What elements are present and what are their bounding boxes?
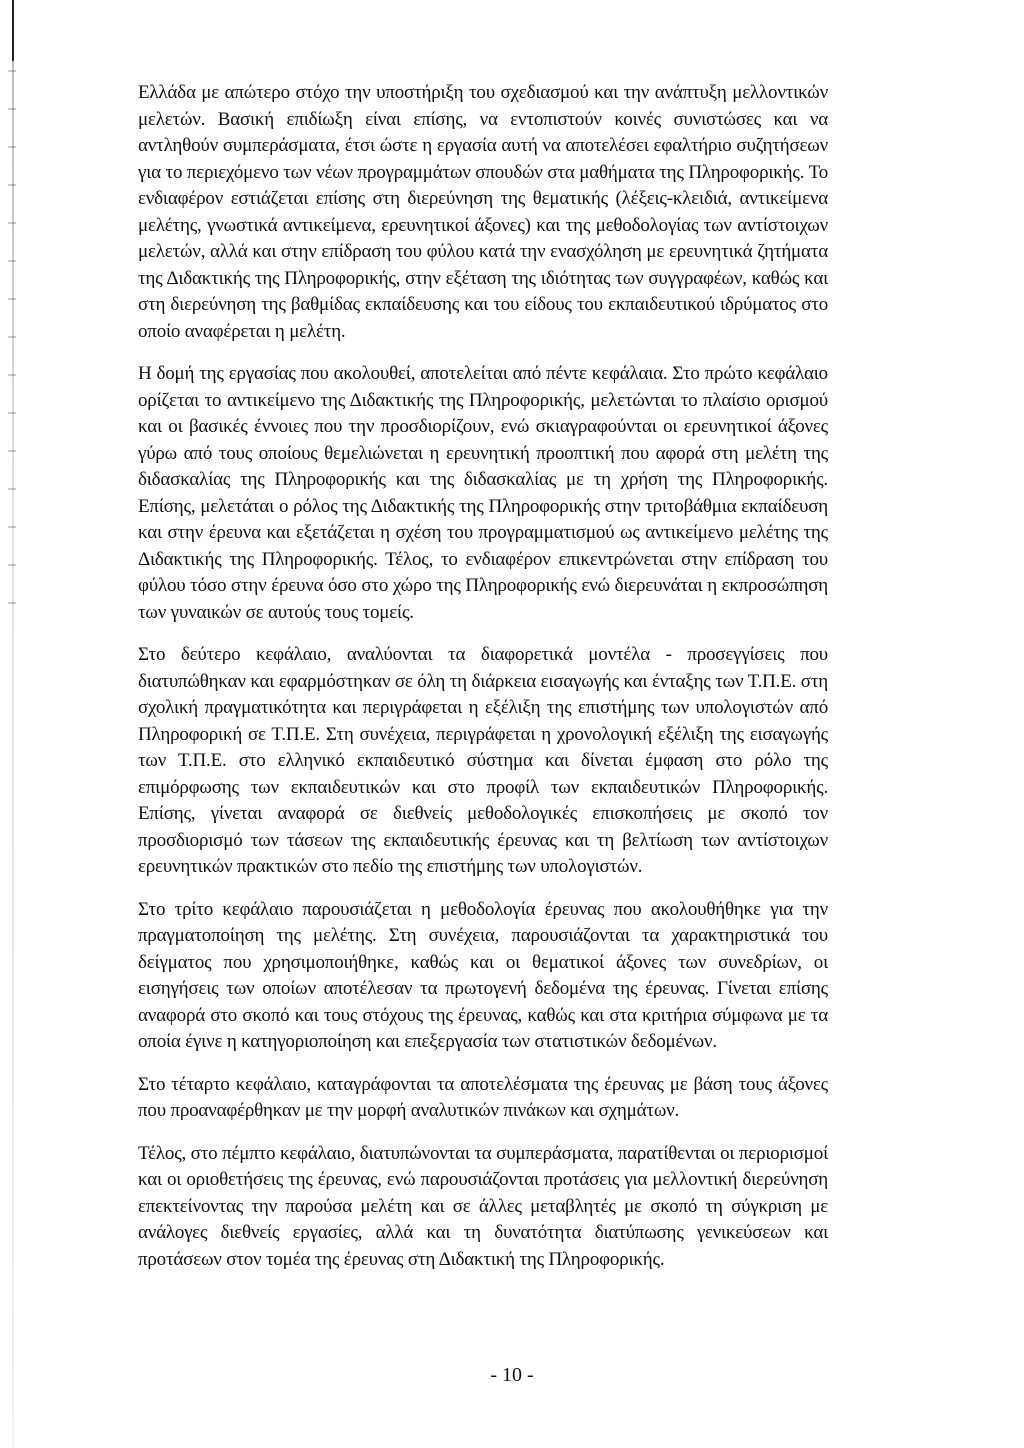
body-text (138, 80, 828, 1273)
paragraph-chapter-2: Στο δεύτερο κεφάλαιο, αναλύονται τα διαφορετικά μοντέλα - προσεγγίσεις που διατυπώθηκαν και εφαρμόστηκαν σε όλη τη διάρκεια εισαγωγής και ένταξης των Τ.Π.Ε. στη σχολική πραγματικότητα και περιγράφεται η εξέλιξη της επιστήμης των υπολογιστών από Πληροφορική σε Τ.Π.Ε. Στη συνέχεια, περιγράφεται η χρονολογική εξέλιξη της εισαγωγής των Τ.Π.Ε. στο ελληνικό εκπαιδευτικό σύστημα και δίνεται έμφαση στο ρόλο της επιμόρφωσης των εκπαιδευτικών και στο προφίλ των εκπαιδευτικών Πληροφορικής. Επίσης, γίνεται αναφορά σε διεθνείς μεθοδολογικές επισκοπήσεις με σκοπό τον προσδιορισμό των τάσεων της εκπαιδευτικής έρευνας και τη βελτίωση των αντίστοιχων ερευνητικών πρακτικών στο πεδίο της επιστήμης των υπολογιστών. (138, 644, 828, 877)
page-number: - 10 - (490, 1364, 534, 1386)
paragraph-intro-continued: Ελλάδα με απώτερο στόχο την υποστήριξη του σχεδιασμού και την ανάπτυξη μελλοντικών μελετών. Βασική επιδίωξη είναι επίσης, να εντοπιστούν κοινές συνιστώσες και να αντληθούν συμπεράσματα, έτσι ώστε η εργασία αυτή να αποτελέσει εφαλτήριο συζητήσεων για το περιεχόμενο των νέων προγραμμάτων σπουδών στα μαθήματα της Πληροφορικής. Το ενδιαφέρον εστιάζεται επίσης στη διερεύνηση της θεματικής (λέξεις-κλειδιά, αντικείμενα μελέτης, γνωστικά αντικείμενα, ερευνητικοί άξονες) και της μεθοδολογίας των αντίστοιχων μελετών, αλλά και στην επίδραση του φύλου κατά την ενασχόληση με ερευνητικά ζητήματα της Διδακτικής της Πληροφορικής, στην εξέταση της ιδιότητας των συγγραφέων, καθώς και στη διερεύνηση της βαθμίδας εκπαίδευσης και του είδους του εκπαιδευτικού ιδρύματος στο οποίο αναφέρεται η μελέτη. (138, 82, 828, 342)
paragraph-chapter-5: Τέλος, στο πέμπτο κεφάλαιο, διατυπώνονται τα συμπεράσματα, παρατίθενται οι περιορισμοί και οι οριοθετήσεις της έρευνας, ενώ παρουσιάζονται προτάσεις για μελλοντική διερεύνηση επεκτείνοντας την παρούσα μελέτη και σε άλλες μεταβλητές με σκοπό τη σύγκριση με ανάλογες διεθνείς εργασίες, αλλά και τη δυνατότητα διατύπωσης γενικεύσεων και προτάσεων στον τομέα της έρευνας στη Διδακτική της Πληροφορικής. (138, 1142, 828, 1270)
paragraph-chapter-4: Στο τέταρτο κεφάλαιο, καταγράφονται τα αποτελέσματα της έρευνας με βάση τους άξονες που προαναφέρθηκαν με την μορφή αναλυτικών πινάκων και σχημάτων. (138, 1073, 828, 1121)
paragraph-chapter-3: Στο τρίτο κεφάλαιο παρουσιάζεται η μεθοδολογία έρευνας που ακολουθήθηκε για την πραγματοποίηση της μελέτης. Στη συνέχεια, παρουσιάζονται τα χαρακτηριστικά του δείγματος που χρησιμοποιήθηκε, καθώς και οι θεματικοί άξονες των συνεδρίων, οι εισηγήσεις των οποίων αποτέλεσαν τα πρωτογενή δεδομένα της έρευνας. Γίνεται επίσης αναφορά στο σκοπό και τους στόχους της έρευνας, καθώς και στα κριτήρια σύμφωνα με τα οποία έγινε η κατηγοριοποίηση και επεξεργασία των στατιστικών δεδομένων. (138, 898, 828, 1052)
scan-artifacts (8, 70, 16, 630)
paragraph-structure-chapter-1: Η δομή της εργασίας που ακολουθεί, αποτελείται από πέντε κεφάλαια. Στο πρώτο κεφάλαιο ορίζεται το αντικείμενο της Διδακτικής της Πληροφορικής, μελετώνται το πλαίσιο ορισμού και οι βασικές έννοιες που την προσδιορίζουν, ενώ σκιαγραφούνται οι ερευνητικοί άξονες γύρω από τους οποίους θεμελιώνεται η ερευνητική προοπτική που αφορά στη μελέτη της διδασκαλίας της Πληροφορικής και της διδασκαλίας με τη χρήση της Πληροφορικής. Επίσης, μελετάται ο ρόλος της Διδακτικής της Πληροφορικής στην τριτοβάθμια εκπαίδευση και στην έρευνα και εξετάζεται η σχέση του προγραμματισμού ως αντικείμενο μελέτης της Διδακτικής της Πληροφορικής. Τέλος, το ενδιαφέρον επικεντρώνεται στην επίδραση του φύλου τόσο στην έρευνα όσο στο χώρο της Πληροφορικής ενώ διερευνάται η εκπροσώπηση των γυναικών σε αυτούς τους τομείς. (138, 363, 828, 623)
